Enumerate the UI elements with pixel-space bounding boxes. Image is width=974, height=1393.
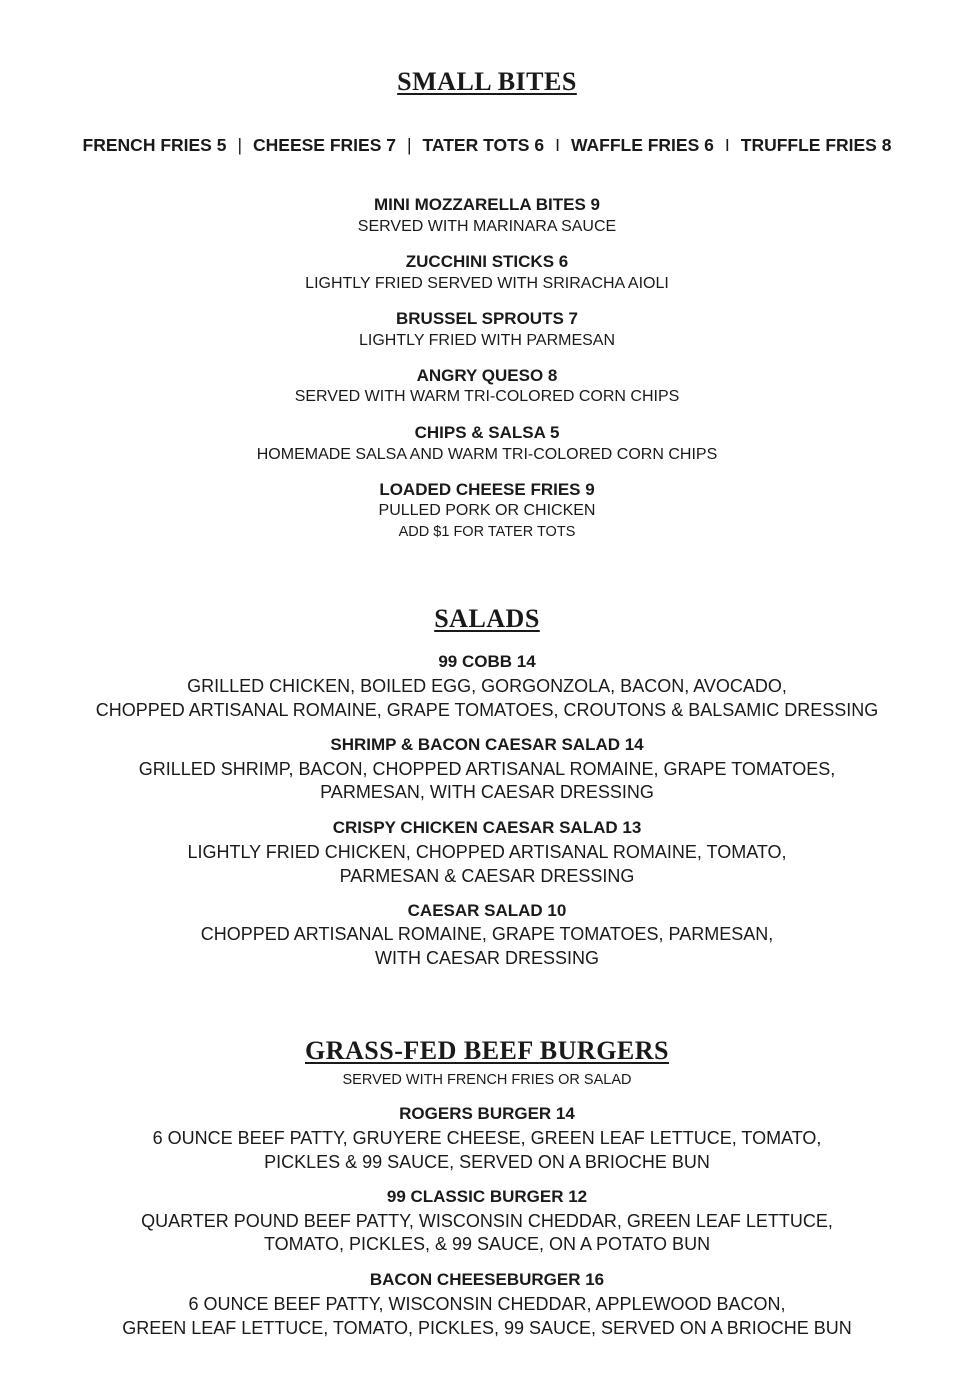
fries-item: CHEESE FRIES 7 [253, 135, 396, 155]
small-bites-title: SMALL BITES [397, 67, 577, 96]
small-bites-heading [0, 67, 974, 97]
menu-item-description: SERVED WITH MARINARA SAUCE [357, 218, 617, 235]
salads-title: SALADS [434, 604, 540, 633]
menu-item-description: LIGHTLY FRIED WITH PARMESAN [358, 332, 616, 349]
menu-item-description: PULLED PORK OR CHICKEN [378, 502, 596, 519]
burgers-subtitle: SERVED WITH FRENCH FRIES OR SALAD [342, 1072, 632, 1088]
fries-separator: | [406, 135, 412, 155]
fries-item: TRUFFLE FRIES 8 [740, 135, 892, 155]
menu-item-description: CHOPPED ARTISANAL ROMAINE, GRAPE TOMATOES, PARMESAN, [200, 924, 774, 944]
menu-item-name: ROGERS BURGER 14 [399, 1104, 575, 1123]
menu-item-description: 6 OUNCE BEEF PATTY, GRUYERE CHEESE, GREEN LEAF LETTUCE, TOMATO, [152, 1128, 822, 1148]
burgers-title: GRASS-FED BEEF BURGERS [305, 1036, 669, 1065]
fries-separator: I [724, 135, 730, 155]
menu-item-description: SERVED WITH WARM TRI-COLORED CORN CHIPS [294, 388, 680, 405]
menu-item-name: MINI MOZZARELLA BITES 9 [373, 195, 601, 214]
salads-heading [0, 604, 974, 634]
menu-item-description: GRILLED CHICKEN, BOILED EGG, GORGONZOLA, BACON, AVOCADO, [187, 676, 787, 696]
menu-item-description: CHOPPED ARTISANAL ROMAINE, GRAPE TOMATOES, CROUTONS & BALSAMIC DRESSING [95, 700, 879, 720]
menu-item-name: SHRIMP & BACON CAESAR SALAD 14 [330, 735, 644, 754]
menu-item-name: ANGRY QUESO 8 [416, 366, 558, 385]
menu-item-note: ADD $1 FOR TATER TOTS [398, 524, 576, 540]
menu-item-description: 6 OUNCE BEEF PATTY, WISCONSIN CHEDDAR, APPLEWOOD BACON, [188, 1294, 786, 1314]
menu-item-name: LOADED CHEESE FRIES 9 [379, 480, 595, 499]
fries-list [0, 134, 974, 156]
fries-separator: I [555, 135, 560, 155]
menu-item-name: 99 CLASSIC BURGER 12 [386, 1187, 588, 1206]
menu-item-description: GRILLED SHRIMP, BACON, CHOPPED ARTISANAL ROMAINE, GRAPE TOMATOES, [138, 759, 836, 779]
menu-item-description: GREEN LEAF LETTUCE, TOMATO, PICKLES, 99 SAUCE, SERVED ON A BRIOCHE BUN [122, 1318, 852, 1338]
fries-item: WAFFLE FRIES 6 [570, 135, 714, 155]
menu-item-description: WITH CAESAR DRESSING [374, 948, 600, 968]
menu-item-description: PICKLES & 99 SAUCE, SERVED ON A BRIOCHE BUN [264, 1152, 710, 1172]
menu-item-name: 99 COBB 14 [438, 652, 536, 671]
menu-item-description: HOMEMADE SALSA AND WARM TRI-COLORED CORN CHIPS [256, 446, 718, 463]
menu-item-name: CAESAR SALAD 10 [407, 901, 567, 920]
menu-item-name: CHIPS & SALSA 5 [414, 423, 560, 442]
fries-item: FRENCH FRIES 5 [82, 135, 227, 155]
menu-item-description: QUARTER POUND BEEF PATTY, WISCONSIN CHEDDAR, GREEN LEAF LETTUCE, [141, 1211, 833, 1231]
menu-item-description: LIGHTLY FRIED CHICKEN, CHOPPED ARTISANAL ROMAINE, TOMATO, [187, 842, 787, 862]
burgers-heading [0, 1036, 974, 1066]
fries-separator: | [237, 135, 242, 155]
menu-item-description: PARMESAN & CAESAR DRESSING [339, 866, 635, 886]
fries-item: TATER TOTS 6 [422, 135, 545, 155]
menu-item-name: BRUSSEL SPROUTS 7 [395, 309, 578, 328]
menu-item-name: BACON CHEESEBURGER 16 [369, 1270, 605, 1289]
menu-item-description: PARMESAN, WITH CAESAR DRESSING [320, 782, 654, 802]
menu-item-name: CRISPY CHICKEN CAESAR SALAD 13 [332, 818, 642, 837]
menu-item-description: LIGHTLY FRIED SERVED WITH SRIRACHA AIOLI [305, 275, 669, 292]
menu-item-description: TOMATO, PICKLES, & 99 SAUCE, ON A POTATO BUN [263, 1234, 711, 1254]
menu-item-name: ZUCCHINI STICKS 6 [405, 252, 569, 271]
